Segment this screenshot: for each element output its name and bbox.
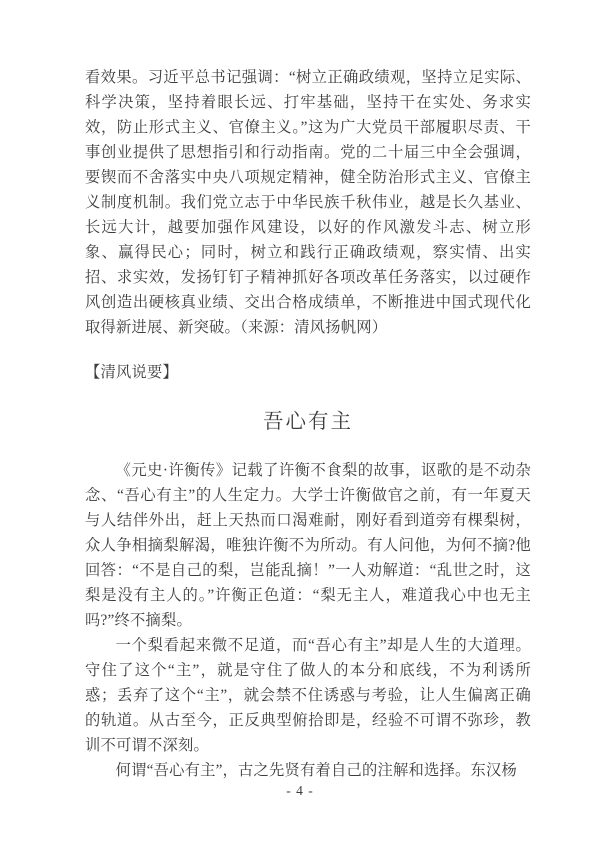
page-content [85,65,531,783]
paragraph-continued: 看效果。习近平总书记强调：“树立正确政绩观，坚持立足实际、科学决策，坚持着眼长远、打牢基础，坚持干在实处、务求实效，防止形式主义、官僚主义。”这为广大党员干部履职尽责、干事创业提供了思想指引和行动指南。党的二十届三中全会强调，要锲而不舍落实中央八项规定精神，健全防治形式主义、官僚主义制度机制。我们党立志于中华民族千秋伟业，越是长久基业、长远大计，越要加强作风建设，以好的作风激发斗志、树立形象、赢得民心；同时，树立和践行正确政绩观，察实情、出实招、求实效，发扬钉钉子精神抓好各项改革任务落实，以过硬作风创造出硬核真业绩、交出合格成绩单，不断推进中国式现代化取得新进展、新突破。（来源：清风扬帆网） [85,69,531,336]
article-paragraph-2: 一个梨看起来微不足道，而“吾心有主”却是人生的大道理。守住了这个“主”，就是守住了做人的本分和底线，不为利诱所惑；丢弃了这个“主”，就会禁不住诱惑与考验，让人生偏离正确的轨道。从古至今，正反典型俯拾即是，经验不可谓不弥珍，教训不可谓不深刻。 [85,637,531,754]
page-number: - 4 - [286,783,314,798]
article-title: 吾心有主 [263,411,353,433]
article-paragraph-1: 《元史·许衡传》记载了许衡不食梨的故事，讴歌的是不动杂念、“吾心有主”的人生定力。大学士许衡做官之前，有一年夏天与人结伴外出，赶上天热而口渴难耐，刚好看到道旁有棵梨树，众人争相摘梨解渴，唯独许衡不为所动。有人问他，为何不摘?他回答：“不是自己的梨，岂能乱摘！”一人劝解道：“乱世之时，这梨是没有主人的。”许衡正色道：“梨无主人，难道我心中也无主吗?”终不摘梨。 [85,462,531,629]
article-paragraph-3: 何谓“吾心有主”，古之先贤有着自己的注解和选择。东汉杨 [115,762,517,779]
section-header: 【清风说要】 [85,364,178,381]
